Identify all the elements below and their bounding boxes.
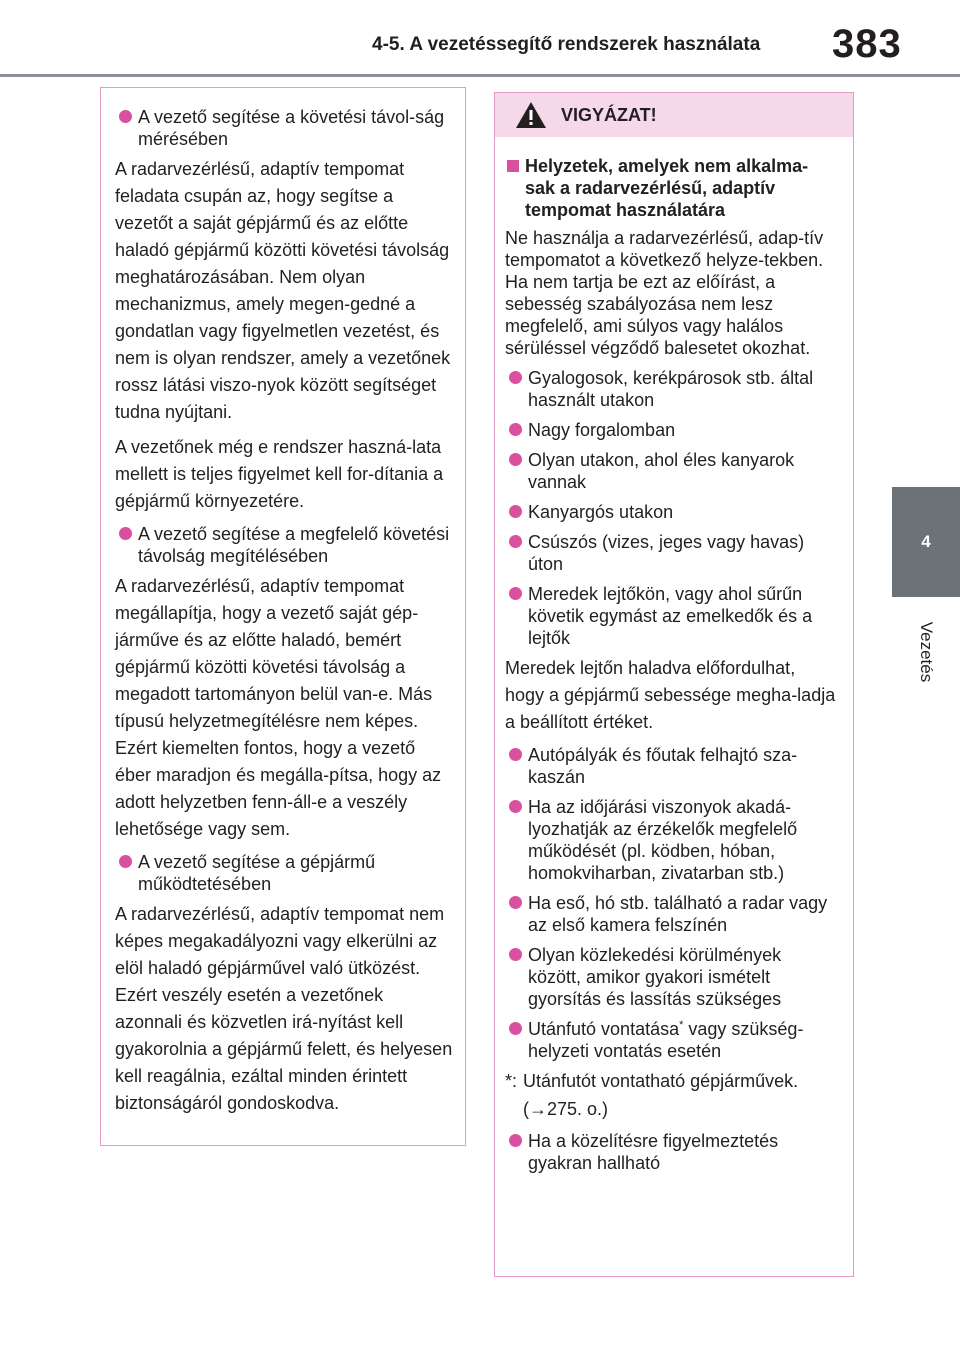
list-item (505, 501, 837, 523)
list-item-text: Olyan közlekedési körülmények között, amikor gyakori ismételt gyorsítás és lassítás szükséges (528, 945, 782, 1009)
bullet-dot-icon (509, 800, 522, 813)
caution-header (495, 93, 853, 137)
warning-triangle-icon (515, 101, 547, 129)
bullet-dot-icon (509, 535, 522, 548)
list-item-text: Autópályák és főutak felhajtó sza-kaszán (528, 745, 798, 787)
list-item (505, 419, 837, 441)
caution-title: VIGYÁZAT! (561, 104, 657, 125)
bullet-title: A vezető segítése a gépjármű működtetésében (138, 852, 376, 894)
footnote (505, 1070, 837, 1092)
info-box (100, 87, 466, 1146)
list-item (505, 449, 837, 493)
section-heading: Helyzetek, amelyek nem alkalma-sak a radarvezérlésű, adaptív tempomat használatára (505, 155, 837, 221)
list-item-text: Ha az időjárási viszonyok akadá-lyozhatják az érzékelők megfelelő működését (pl. ködben, hóban, homokviharban, zivatarban stb.) (528, 797, 798, 883)
chapter-label: Vezetés (917, 621, 936, 683)
bullet-dot-icon (509, 371, 522, 384)
list-item (505, 531, 837, 575)
page-reference: (→275. o.) (523, 1099, 609, 1119)
list-item (505, 944, 837, 1010)
footnote-star: * (679, 1019, 684, 1031)
bullet-dot-icon (119, 527, 132, 540)
bullet-item (115, 106, 453, 150)
bullet-dot-icon (509, 505, 522, 518)
list-item (505, 583, 837, 649)
list-item (505, 367, 837, 411)
bullet-title: A vezető segítése a követési távol-ság mérésében (138, 107, 445, 149)
bullet-title: A vezető segítése a megfelelő követési távolság megítélésében (138, 524, 450, 566)
caution-box (494, 92, 854, 1277)
bullet-dot-icon (509, 896, 522, 909)
list-item-text: Gyalogosok, kerékpárosok stb. által használt utakon (528, 368, 814, 410)
list-item-text: Olyan utakon, ahol éles kanyarok vannak (528, 450, 795, 492)
paragraph: A radarvezérlésű, adaptív tempomat nem képes megakadályozni vagy elkerülni az elöl haladó gépjárművel való ütközést. Ezért veszély esetén a vezetőnek azonnali és közvetlen irá-nyítást kell gyakorolnia a gépjármű felett, és helyesen kell reagálnia, ezáltal minden érintett biztonságáról gondoskodva. (115, 904, 453, 1113)
bullet-dot-icon (509, 1134, 522, 1147)
header-divider (0, 74, 960, 77)
list-item (505, 1018, 837, 1062)
bullet-item (115, 851, 453, 895)
caution-intro: Ne használja a radarvezérlésű, adap-tív tempomatot a következő helyze-tekben. Ha nem tartja be ezt az előírást, a sebesség szabályozása nem lesz megfelelő, ami súlyos vagy halálos sérüléssel végződő balesetet okozhat. (505, 228, 824, 358)
list-item (505, 796, 837, 884)
slope-note: Meredek lejtőn haladva előfordulhat, hogy a gépjármű sebessége megha-ladja a beállított értéket. (505, 658, 836, 732)
page-number: 383 (832, 22, 902, 66)
towing-text-rest: vagy szükség-helyzeti vontatás esetén (528, 1019, 804, 1061)
bullet-dot-icon (509, 587, 522, 600)
chapter-tab: 4 (892, 487, 960, 597)
bullet-dot-icon (119, 855, 132, 868)
list-item (505, 892, 837, 936)
towing-text: Utánfutó vontatása (528, 1019, 680, 1039)
list-item-text: Meredek lejtőkön, vagy ahol sűrűn követik egymást az emelkedők és a lejtők (528, 584, 813, 648)
list-item-text: Kanyargós utakon (528, 502, 674, 522)
bullet-item (115, 523, 453, 567)
bullet-dot-icon (509, 453, 522, 466)
list-item-text: Csúszós (vizes, jeges vagy havas) úton (528, 532, 805, 574)
paragraph: A vezetőnek még e rendszer haszná-lata mellett is teljes figyelmet kell for-dítania a gépjármű környezetére. (115, 437, 444, 511)
bullet-dot-icon (509, 948, 522, 961)
bullet-dot-icon (509, 423, 522, 436)
footnote-text: Utánfutót vontatható gépjárművek. (523, 1071, 799, 1091)
list-item: Ha a közelítésre figyelmeztetés gyakran hallható (505, 1130, 837, 1174)
list-item-text: Ha eső, hó stb. található a radar vagy az első kamera felszínén (528, 893, 828, 935)
bullet-dot-icon (119, 110, 132, 123)
bullet-dot-icon (509, 1022, 522, 1035)
list-item-text: Nagy forgalomban (528, 420, 676, 440)
paragraph: A radarvezérlésű, adaptív tempomat feladata csupán az, hogy segítse a vezetőt a saját gépjármű és az előtte haladó gépjármű közötti követési távolság meghatározásában. Nem olyan mechanizmus, amely megen-gedné a gondatlan vagy figyelmetlen vezetést, és nem is olyan rendszer, amely a vezetőnek rossz látási viszo-nyok között segítséget tudna nyújtani. (115, 159, 451, 422)
paragraph: A radarvezérlésű, adaptív tempomat megállapítja, hogy a vezető saját gép-járműve és az előtte haladó, bemért gépjármű közötti követési távolság a megadott tartományon belül van-e. Más típusú helyzetmegítélésre nem képes. Ezért kiemelten fontos, hogy a vezető éber maradjon és megálla-pítsa, hogy az adott helyzetben fenn-áll-e a veszély lehetősége vagy sem. (115, 576, 442, 839)
running-header-title: 4-5. A vezetéssegítő rendszerek használata (372, 34, 761, 55)
square-bullet-icon (507, 160, 519, 172)
footnote-mark: *: (505, 1071, 518, 1091)
bullet-dot-icon (509, 748, 522, 761)
list-item (505, 744, 837, 788)
